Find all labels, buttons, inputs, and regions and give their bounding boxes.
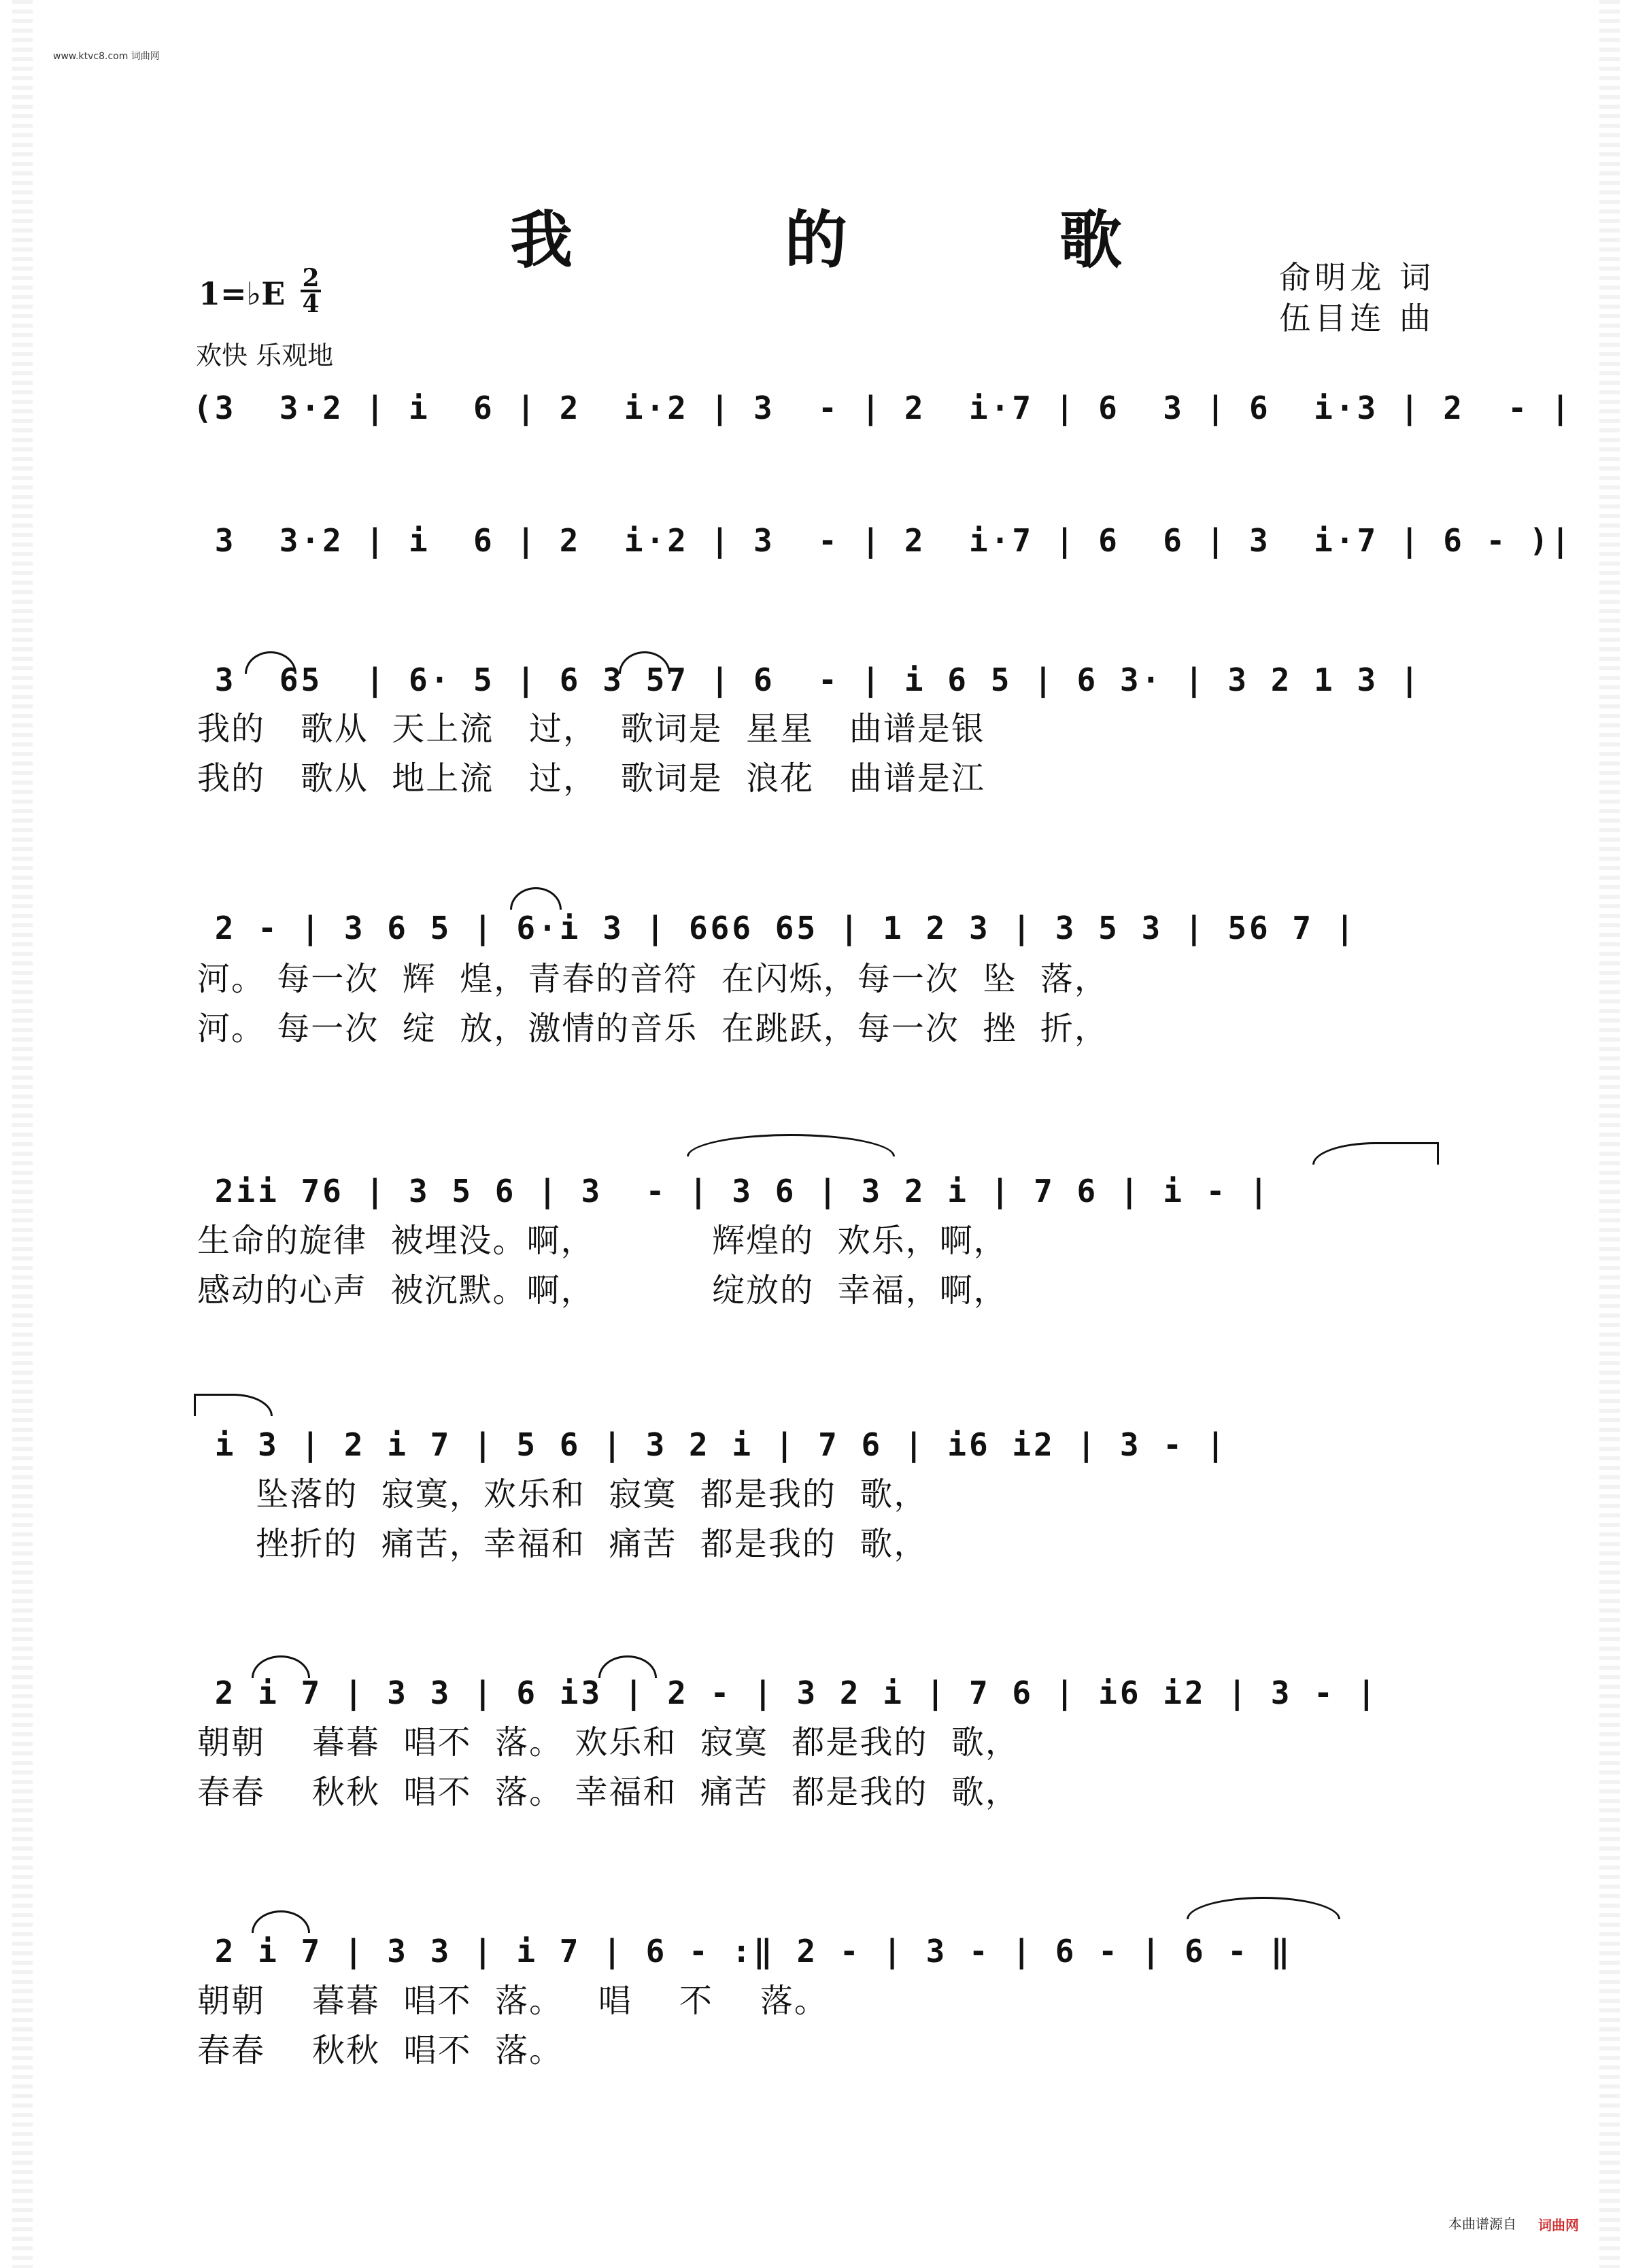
lyric-row-8-verse-1: 朝朝 暮暮 唱不 落。 唱 不 落。 — [197, 1982, 828, 2020]
notation-row-4: 2 - | 3 6 5 | 6·i 3 | 666 65 | 1 2 3 | 3 5 3 | 56 7 | — [193, 910, 1357, 946]
right-margin-strip — [1599, 0, 1620, 2268]
left-margin-strip — [12, 0, 33, 2268]
composer-credit: 伍目连 曲 — [1279, 300, 1435, 337]
tie-mark — [1187, 1897, 1340, 1919]
notation-row-8: 2 i 7 | 3 3 | i 7 | 6 - :‖ 2 - | 3 - | 6 - | 6 - ‖ — [193, 1933, 1293, 1970]
notation-row-5: 2ii 76 | 3 5 6 | 3 - | 3 6 | 3 2 i | 7 6 | i - | — [193, 1173, 1271, 1209]
tempo-marking: 欢快 乐观地 — [196, 341, 334, 371]
lyric-row-4-verse-1: 河。 每一次 辉 煌，青春的音符 在闪烁，每一次 坠 落， — [197, 960, 1108, 998]
lyric-row-3-verse-1: 我的 歌从 天上流 过， 歌词是 星星 曲谱是银 — [197, 710, 985, 748]
slur-mark — [252, 1655, 310, 1678]
footer-source-text: 本曲谱源自 — [1448, 2216, 1516, 2232]
lyric-row-5-verse-2: 感动的心声 被沉默。啊， 绽放的 幸福，啊， — [197, 1271, 1008, 1309]
tie-mark — [194, 1394, 273, 1416]
lyric-row-8-verse-2: 春春 秋秋 唱不 落。 — [197, 2031, 564, 2069]
lyric-row-6-verse-1: 坠落的 寂寞，欢乐和 寂寞 都是我的 歌， — [197, 1475, 928, 1513]
site-tag: www.ktvc8.com 词曲网 — [53, 51, 160, 62]
lyric-row-7-verse-2: 春春 秋秋 唱不 落。 幸福和 痛苦 都是我的 歌， — [197, 1773, 1019, 1811]
slur-mark — [252, 1910, 310, 1933]
time-signature — [299, 264, 322, 318]
lyric-row-3-verse-2: 我的 歌从 地上流 过， 歌词是 浪花 曲谱是江 — [197, 759, 985, 797]
tie-mark — [1312, 1142, 1439, 1165]
lyric-row-7-verse-1: 朝朝 暮暮 唱不 落。 欢乐和 寂寞 都是我的 歌， — [197, 1723, 1019, 1762]
tie-mark — [687, 1134, 895, 1156]
song-title: 我 的 歌 — [509, 203, 1218, 277]
notation-row-3: 3 65 | 6· 5 | 6 3 57 | 6 - | i 6 5 | 6 3· | 3 2 1 3 | — [193, 662, 1422, 698]
slur-mark — [598, 1655, 657, 1678]
notation-row-2: 3 3·2 | i 6 | 2 i·2 | 3 - | 2 i·7 | 6 6 | 3 i·7 | 6 - )| — [193, 522, 1573, 559]
lyric-row-5-verse-1: 生命的旋律 被埋没。啊， 辉煌的 欢乐，啊， — [197, 1222, 1008, 1260]
key-signature: 1=♭E — [199, 275, 286, 312]
time-signature-bottom: 4 — [302, 290, 320, 318]
time-signature-top: 2 — [302, 264, 320, 292]
notation-row-1: (3 3·2 | i 6 | 2 i·2 | 3 - | 2 i·7 | 6 3 | 6 i·3 | 2 - | — [193, 390, 1573, 426]
slur-mark — [510, 887, 562, 910]
lyric-row-6-verse-2: 挫折的 痛苦，幸福和 痛苦 都是我的 歌， — [197, 1525, 928, 1563]
notation-row-7: 2 i 7 | 3 3 | 6 i3 | 2 - | 3 2 i | 7 6 | i6 i2 | 3 - | — [193, 1674, 1379, 1711]
notation-row-6: i 3 | 2 i 7 | 5 6 | 3 2 i | 7 6 | i6 i2 | 3 - | — [193, 1426, 1228, 1463]
footer-brand: 词曲网 — [1538, 2217, 1579, 2233]
lyricist-credit: 俞明龙 词 — [1279, 259, 1435, 296]
lyric-row-4-verse-2: 河。 每一次 绽 放，激情的音乐 在跳跃，每一次 挫 折， — [197, 1010, 1108, 1048]
